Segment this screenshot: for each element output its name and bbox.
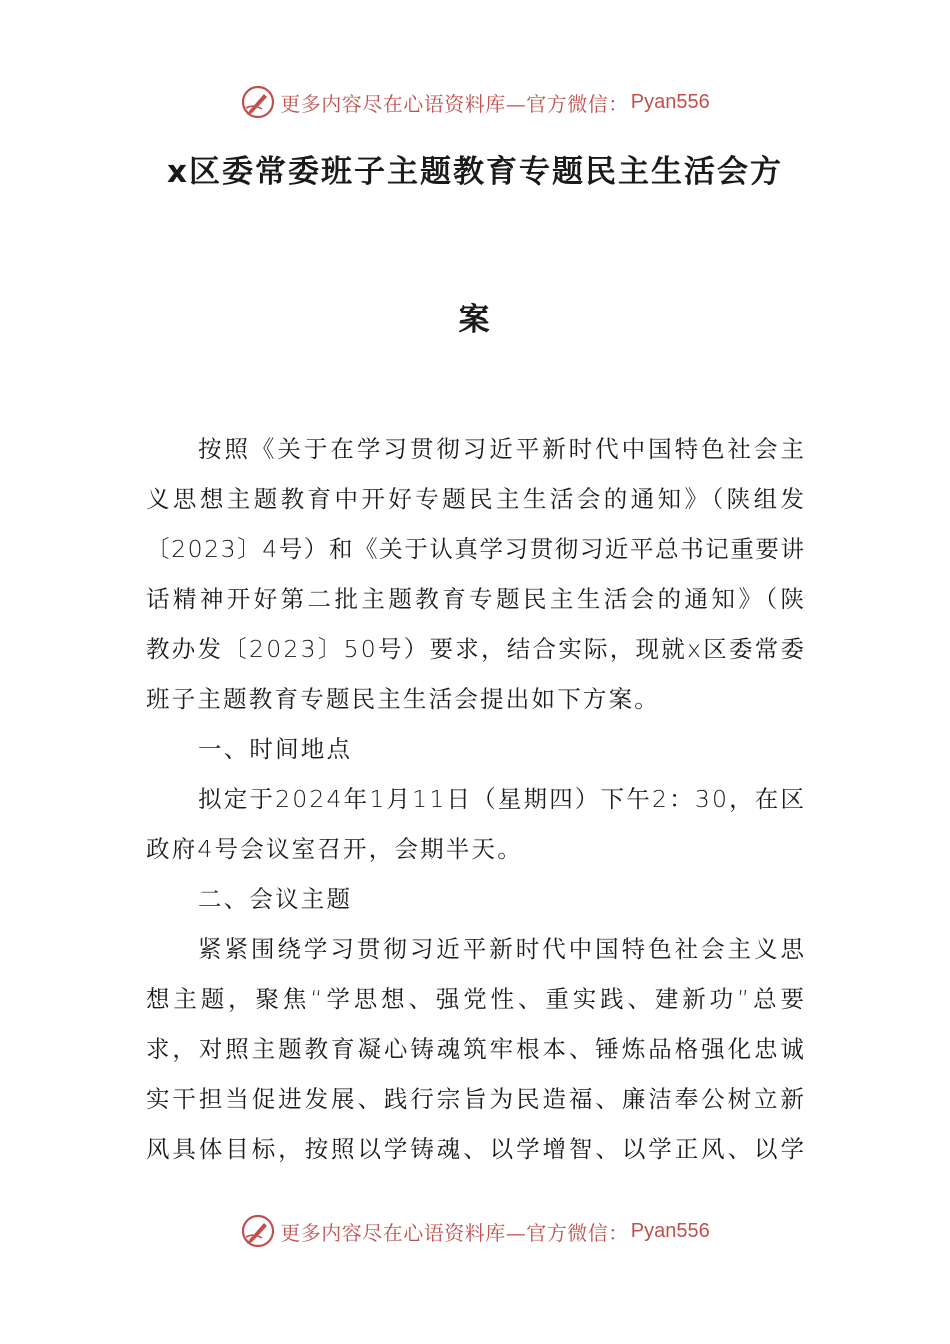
body-line [146, 774, 807, 824]
body-line-text: 按照《关于在学习贯彻习近平新时代中国特色社会主 [198, 435, 807, 463]
body-line [146, 924, 807, 974]
pen-logo-icon [240, 84, 276, 120]
body-line-text: 求，对照主题教育凝心铸魂筑牢根本、锤炼品格强化忠诚 [146, 1035, 807, 1063]
body-line-text: 拟定于2024年1月11日（星期四）下午2：30，在区 [198, 785, 807, 813]
body-line [146, 624, 807, 674]
body-line-text: 话精神开好第二批主题教育专题民主生活会的通知》（陕 [146, 585, 808, 613]
watermark-text: 更多内容尽在心语资料库—官方微信： [280, 91, 629, 116]
body-line-text: 〔2023〕4号）和《关于认真学习贯彻习近平总书记重要讲 [146, 535, 806, 563]
body-line-text: 义思想主题教育中开好专题民主生活会的通知》（陕组发 [146, 485, 808, 513]
pen-logo-icon [240, 1213, 276, 1249]
body-line [146, 1124, 807, 1174]
header-watermark [0, 80, 950, 124]
watermark-id: Pyan556 [630, 90, 710, 113]
body-line [146, 824, 804, 874]
body-line [146, 574, 808, 624]
section-heading-text: 一、时间地点 [198, 735, 353, 763]
watermark-id: Pyan556 [630, 1219, 710, 1242]
body-line [146, 424, 807, 474]
body-line-text: 实干担当促进发展、践行宗旨为民造福、廉洁奉公树立新 [146, 1085, 807, 1113]
body-line-text: 政府4号会议室召开，会期半天。 [146, 835, 523, 863]
body-line [146, 474, 808, 524]
document-title-line-1: x区委常委班子主题教育专题民主生活会方 [167, 154, 783, 190]
section-heading [146, 724, 804, 774]
document-body [146, 424, 808, 1174]
body-line-text: 班子主题教育专题民主生活会提出如下方案。 [146, 685, 660, 713]
body-line [146, 1074, 807, 1124]
body-line-text: 风具体目标，按照以学铸魂、以学增智、以学正风、以学 [146, 1135, 807, 1163]
body-line-text: 紧紧围绕学习贯彻习近平新时代中国特色社会主义思 [198, 935, 807, 963]
document-title-line-2: 案 [458, 302, 492, 338]
body-line [146, 974, 808, 1024]
body-line [146, 1024, 807, 1074]
body-line [146, 674, 804, 724]
section-heading [146, 874, 804, 924]
footer-watermark [0, 1209, 950, 1253]
body-line-text: 想主题，聚焦“学思想、强党性、重实践、建新功”总要 [146, 985, 808, 1013]
body-line [146, 524, 804, 574]
section-heading-text: 二、会议主题 [198, 885, 353, 913]
body-line-text: 教办发〔2023〕50号）要求，结合实际，现就x区委常委 [146, 635, 807, 663]
watermark-text: 更多内容尽在心语资料库—官方微信： [280, 1220, 629, 1245]
